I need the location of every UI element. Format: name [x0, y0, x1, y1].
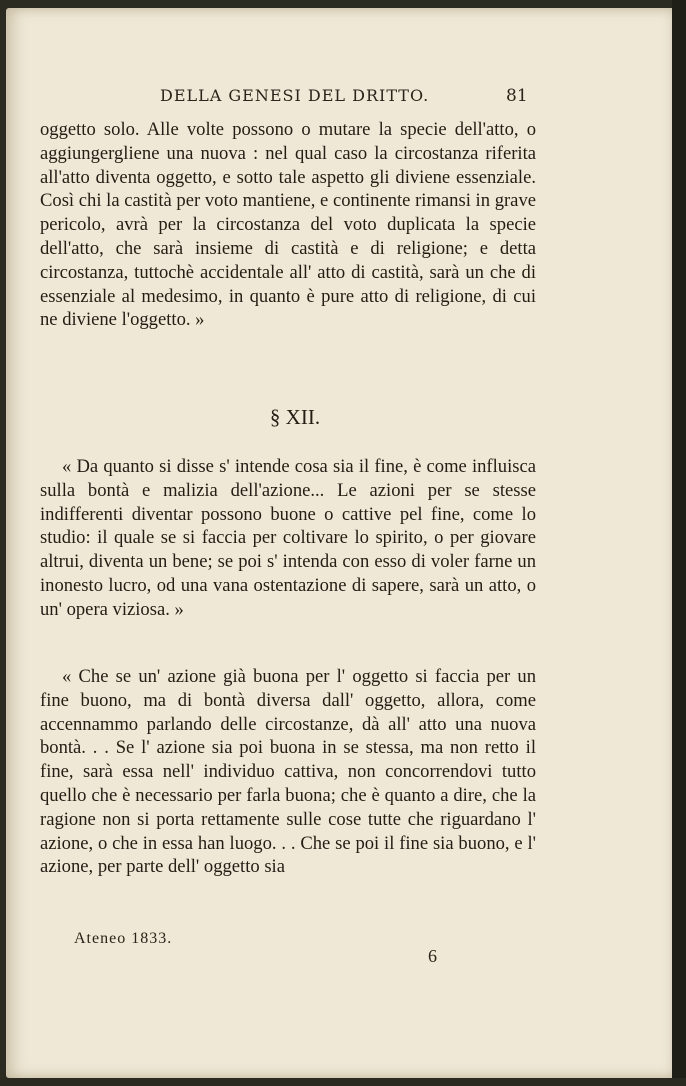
paragraph-2-text: « Da quanto si disse s' intende cosa sia il fine, è come influisca sulla bontà e malizia dell'azione... Le azioni per se stesse indifferenti diventar possono buone o cattive pel fine, come lo studio: il quale se si faccia per coltivare lo spirito, o per giovare altrui, diventa un bene; se poi s' intenda con esso di voler farne un inonesto lucro, od una vana ostentazione di sapere, sarà un atto, o un' opera viziosa. » — [40, 456, 536, 620]
footer-signature-left: Ateneo 1833. — [74, 930, 173, 947]
scan-bottom-border — [0, 1078, 686, 1086]
scan-right-border — [672, 0, 686, 1086]
paragraph-1-text: oggetto solo. Alle volte possono o mutare la specie dell'atto, o aggiungergliene una nuova : nel qual caso la circostanza riferita all'atto diventa oggetto, e sotto tale aspetto gli diviene essenziale. Così chi la castità per voto mantiene, e continente rimansi in grave pericolo, avrà per la circostanza del voto duplicata la specie dell'atto, che sarà insieme di castità e di religione; e detta circostanza, tuttochè accidentale all' atto di castità, sarà un che di essenziale al medesimo, in quanto è pure atto di religione, di cui ne diviene l'oggetto. » — [40, 119, 536, 331]
footer-signature-mark: 6 — [428, 946, 437, 966]
paragraph-1 — [40, 118, 536, 332]
section-heading: § XII. — [269, 405, 321, 429]
running-title: DELLA GENESI DEL DRITTO. — [160, 86, 430, 105]
page-number: 81 — [506, 86, 528, 106]
paragraph-3-text: « Che se un' azione già buona per l' oggetto si faccia per un fine buono, ma di bontà diversa dall' oggetto, allora, come accennammo parlando delle circostanze, dà all' atto una nuova bontà. . . Se l' azione sia poi buona in se stessa, ma non retto il fine, sarà essa nell' individuo cattiva, non concorrendovi tutto quello che è necessario per farla buona; che è quanto a dire, che la ragione non si porta rettamente sulle cose tutte che riguardano l' azione, o che in essa han luogo. . . Che se poi il fine sia buono, e l' azione, per parte dell' oggetto sia — [40, 666, 536, 878]
paragraph-3 — [40, 665, 536, 879]
paragraph-2 — [40, 455, 536, 622]
